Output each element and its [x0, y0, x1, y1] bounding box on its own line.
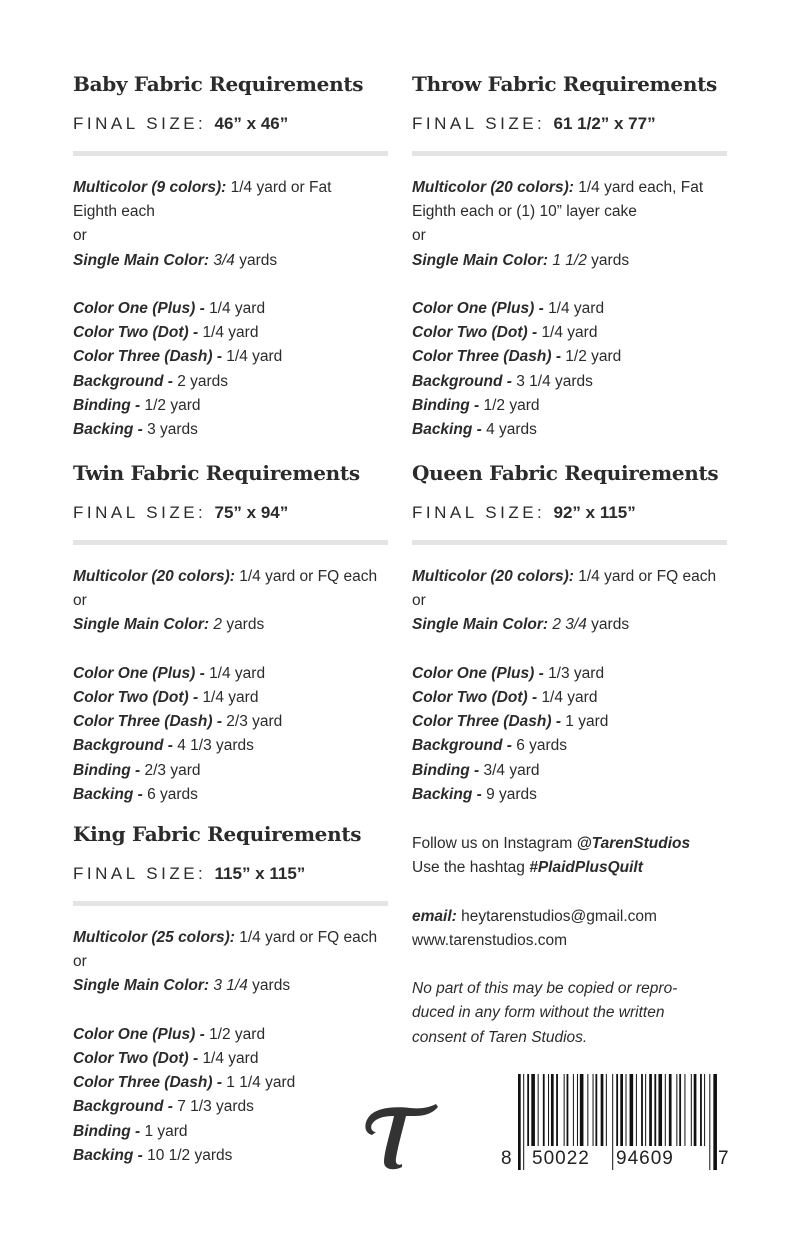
multicolor-line: Multicolor (20 colors): 1/4 yard or FQ each [73, 568, 378, 585]
color-two: Color Two (Dot) - 1/4 yard [73, 1050, 259, 1067]
requirements-list [412, 565, 727, 807]
single-main-color: Single Main Color: 2 3/4 yards [412, 616, 630, 634]
barcode-bar [564, 1074, 565, 1146]
baby-section [73, 70, 388, 442]
barcode-bar [658, 1074, 662, 1146]
background: Background - 7 1/3 yards [73, 1098, 254, 1116]
color-two: Color Two (Dot) - 1/4 yard [73, 689, 259, 706]
final-size [412, 112, 727, 136]
barcode-bar [548, 1074, 549, 1146]
single-main-color: Single Main Color: 3/4 yards [73, 251, 278, 269]
section-title: Throw Fabric Requirements [412, 72, 717, 96]
color-one: Color One (Plus) - 1/4 yard [73, 300, 266, 317]
barcode-bar [649, 1074, 652, 1146]
barcode-bar [593, 1074, 594, 1146]
or-text: or [412, 227, 426, 245]
backing: Backing - 10 1/2 yards [73, 1146, 233, 1164]
section-title: Queen Fabric Requirements [412, 461, 719, 485]
requirements-list [412, 176, 727, 442]
email-link[interactable]: heytarenstudios@gmail.com [461, 907, 657, 925]
color-three: Color Three (Dash) - 1/4 yard [73, 348, 283, 366]
barcode-bar [691, 1074, 692, 1146]
barcode-bar [587, 1074, 588, 1146]
barcode-bar [641, 1074, 643, 1146]
final-size-value: 92” x 115” [553, 503, 636, 522]
single-main-color: Single Main Color: 1 1/2 yards [412, 251, 630, 269]
barcode-bar [527, 1074, 529, 1146]
multicolor-line: Multicolor (25 colors): 1/4 yard or FQ each [73, 929, 378, 946]
barcode-bar [645, 1074, 646, 1146]
barcode-bar [704, 1074, 705, 1146]
section-title: Twin Fabric Requirements [73, 461, 360, 485]
barcode-digits-left: 50022 [532, 1148, 590, 1169]
instagram-handle[interactable]: @TarenStudios [576, 835, 691, 852]
barcode-bar [518, 1074, 521, 1170]
requirements-list [73, 926, 388, 1168]
barcode-bar [665, 1074, 666, 1146]
barcode-digit-last: 7 [718, 1148, 729, 1169]
color-one: Color One (Plus) - 1/4 yard [412, 300, 605, 317]
requirements-list [73, 176, 388, 442]
barcode-bar [556, 1074, 558, 1146]
barcode-bar [684, 1074, 685, 1146]
final-size-value: 61 1/2” x 77” [553, 114, 656, 133]
taren-studios-t-logo-icon [362, 1102, 442, 1172]
background: Background - 6 yards [412, 737, 568, 755]
final-size [412, 501, 727, 525]
section-title: Baby Fabric Requirements [73, 72, 364, 96]
barcode-bar [601, 1074, 604, 1146]
background: Background - 4 1/3 yards [73, 737, 254, 755]
barcode-bar [636, 1074, 637, 1146]
divider [412, 151, 727, 156]
barcode-bar [630, 1074, 634, 1146]
color-three: Color Three (Dash) - 1/2 yard [412, 348, 622, 366]
hashtag[interactable]: #PlaidPlusQuilt [529, 859, 643, 877]
hashtag-line: Use the hashtag #PlaidPlusQuilt [412, 859, 643, 877]
barcode-bar [676, 1074, 677, 1146]
backing: Backing - 9 yards [412, 785, 537, 803]
barcode-bar [580, 1074, 584, 1146]
instagram-line: Follow us on Instagram @TarenStudios [412, 835, 691, 852]
barcode-bar [616, 1074, 618, 1146]
final-size-label: FINAL SIZE: [412, 503, 546, 522]
barcode-digits-right: 94609 [616, 1148, 674, 1169]
or-text: or [73, 592, 87, 610]
barcode-bar [573, 1074, 574, 1146]
barcode-bar [523, 1074, 524, 1170]
barcode-bar [538, 1074, 539, 1146]
binding: Binding - 3/4 yard [412, 761, 540, 779]
throw-section [412, 70, 727, 442]
final-size [73, 862, 388, 886]
background: Background - 3 1/4 yards [412, 372, 593, 390]
barcode-bar [713, 1074, 717, 1170]
barcode-bar [551, 1074, 554, 1146]
color-one: Color One (Plus) - 1/4 yard [73, 664, 266, 682]
or-text: or [73, 227, 87, 245]
barcode-bar [606, 1074, 607, 1146]
barcode-bar [620, 1074, 623, 1146]
final-size-value: 115” x 115” [214, 864, 306, 883]
final-size-value: 75” x 94” [214, 503, 289, 522]
barcode-bar [709, 1074, 710, 1170]
single-main-color: Single Main Color: 2 yards [73, 616, 265, 634]
section-title: King Fabric Requirements [73, 822, 362, 846]
color-two: Color Two (Dot) - 1/4 yard [73, 324, 259, 342]
barcode-bar [595, 1074, 597, 1146]
king-section [73, 820, 388, 1168]
barcode-bar [654, 1074, 656, 1146]
color-three: Color Three (Dash) - 1 yard [412, 713, 609, 731]
contact-info [412, 832, 732, 1050]
backing: Backing - 6 yards [73, 785, 198, 803]
color-one: Color One (Plus) - 1/3 yard [412, 664, 605, 682]
barcode-icon [496, 1072, 732, 1172]
barcode-bar [577, 1074, 578, 1146]
multicolor-line: Multicolor (9 colors): 1/4 yard or Fat [73, 179, 332, 196]
copyright-line-3: consent of Taren Studios. [412, 1028, 588, 1046]
divider [73, 151, 388, 156]
final-size-label: FINAL SIZE: [73, 114, 207, 133]
binding: Binding - 1 yard [73, 1122, 188, 1140]
divider [73, 901, 388, 906]
queen-section [412, 459, 727, 807]
barcode-bar [567, 1074, 569, 1146]
barcode-bar [531, 1074, 535, 1146]
color-two: Color Two (Dot) - 1/4 yard [412, 324, 598, 342]
barcode-digit-first: 8 [501, 1148, 512, 1169]
binding: Binding - 2/3 yard [73, 761, 201, 779]
color-one: Color One (Plus) - 1/2 yard [73, 1025, 266, 1043]
barcode-bar [694, 1074, 697, 1146]
or-text: or [73, 953, 87, 971]
final-size-label: FINAL SIZE: [73, 503, 207, 522]
backing: Backing - 3 yards [73, 421, 198, 439]
final-size [73, 501, 388, 525]
barcode-bar [612, 1074, 613, 1170]
multicolor-line-2: Eighth each [73, 203, 155, 221]
divider [412, 540, 727, 545]
multicolor-line: Multicolor (20 colors): 1/4 yard each, Fat [412, 179, 704, 196]
barcode-bar [700, 1074, 702, 1146]
final-size [73, 112, 388, 136]
divider [73, 540, 388, 545]
background: Background - 2 yards [73, 372, 229, 390]
backing: Backing - 4 yards [412, 421, 537, 439]
color-three: Color Three (Dash) - 1 1/4 yard [73, 1074, 296, 1092]
website-link[interactable]: www.tarenstudios.com [412, 931, 568, 949]
barcode-bar [669, 1074, 672, 1146]
barcode-bar [543, 1074, 545, 1146]
requirements-list [73, 565, 388, 807]
final-size-value: 46” x 46” [214, 114, 289, 133]
single-main-color: Single Main Color: 3 1/4 yards [73, 977, 291, 995]
multicolor-line-2: Eighth each or (1) 10” layer cake [412, 203, 637, 221]
or-text: or [412, 592, 426, 610]
barcode-bar [679, 1074, 681, 1146]
copyright-line-1: No part of this may be copied or repro- [412, 980, 678, 998]
twin-section [73, 459, 388, 807]
color-three: Color Three (Dash) - 2/3 yard [73, 713, 283, 731]
final-size-label: FINAL SIZE: [412, 114, 546, 133]
binding: Binding - 1/2 yard [412, 396, 540, 414]
color-two: Color Two (Dot) - 1/4 yard [412, 689, 598, 706]
email-line: email: heytarenstudios@gmail.com [412, 907, 657, 925]
barcode-bar [626, 1074, 627, 1146]
multicolor-line: Multicolor (20 colors): 1/4 yard or FQ each [412, 568, 717, 585]
copyright-line-2: duced in any form without the written [412, 1004, 665, 1022]
final-size-label: FINAL SIZE: [73, 864, 207, 883]
binding: Binding - 1/2 yard [73, 396, 201, 414]
